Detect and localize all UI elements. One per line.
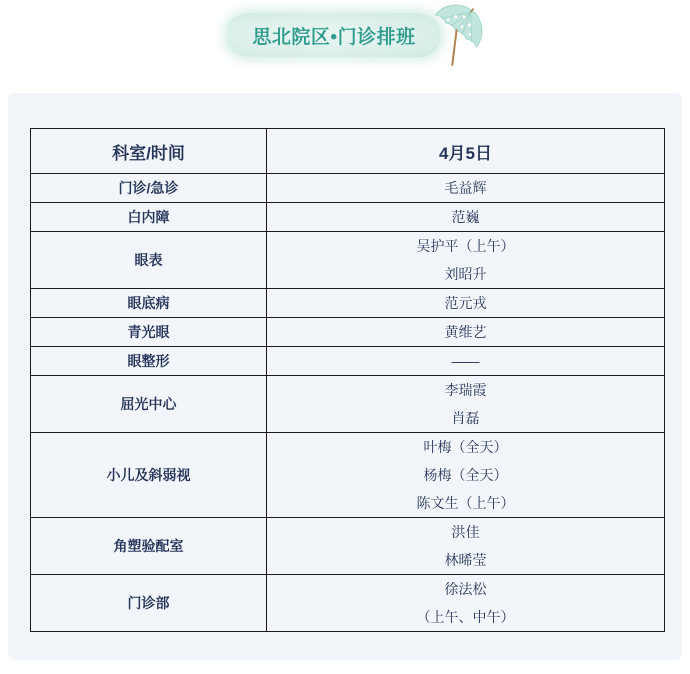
dept-cell: 小儿及斜弱视 <box>31 433 267 518</box>
table-row <box>31 232 665 289</box>
staff-name: 洪佳 <box>451 524 480 540</box>
banner <box>227 10 445 58</box>
dept-cell: 眼表 <box>31 232 267 289</box>
staff-name: （上午、中午） <box>416 609 515 625</box>
table-row <box>31 347 665 376</box>
staff-name: —— <box>451 353 480 369</box>
staff-cell <box>267 174 665 203</box>
staff-cell <box>267 518 665 575</box>
dept-cell: 眼整形 <box>31 347 267 376</box>
table-row <box>31 575 665 632</box>
schedule-table <box>30 128 665 632</box>
dept-cell: 白内障 <box>31 203 267 232</box>
dept-cell: 角塑验配室 <box>31 518 267 575</box>
staff-cell <box>267 318 665 347</box>
table-row <box>31 318 665 347</box>
table-row <box>31 174 665 203</box>
staff-cell <box>267 433 665 518</box>
staff-name: 叶梅（全天） <box>423 439 508 455</box>
dept-cell: 门诊/急诊 <box>31 174 267 203</box>
dept-cell: 眼底病 <box>31 289 267 318</box>
dept-cell: 屈光中心 <box>31 376 267 433</box>
parasol-icon <box>429 2 491 66</box>
staff-cell <box>267 347 665 376</box>
table-header-row <box>31 129 665 174</box>
staff-name: 杨梅（全天） <box>423 467 508 483</box>
staff-name: 肖磊 <box>451 410 480 426</box>
staff-name: 范巍 <box>451 209 480 225</box>
staff-cell <box>267 289 665 318</box>
staff-cell <box>267 376 665 433</box>
staff-name: 刘昭升 <box>444 266 487 282</box>
table-row <box>31 289 665 318</box>
table-row <box>31 203 665 232</box>
table-row <box>31 376 665 433</box>
table-row <box>31 518 665 575</box>
header-date: 4月5日 <box>267 129 665 174</box>
page-title: 思北院区•门诊排班 <box>252 26 416 48</box>
schedule-card <box>8 93 682 660</box>
staff-name: 吴护平（上午） <box>416 238 515 254</box>
table-row <box>31 433 665 518</box>
staff-name: 林晞莹 <box>444 552 487 568</box>
header-dept-time: 科室/时间 <box>31 129 267 174</box>
dept-cell: 门诊部 <box>31 575 267 632</box>
staff-cell <box>267 575 665 632</box>
schedule-body <box>31 174 665 632</box>
dept-cell: 青光眼 <box>31 318 267 347</box>
staff-name: 黄维艺 <box>444 324 487 340</box>
staff-cell <box>267 232 665 289</box>
staff-name: 毛益辉 <box>444 180 487 196</box>
staff-name: 范元戎 <box>444 295 487 311</box>
staff-name: 李瑞霞 <box>444 382 487 398</box>
staff-cell <box>267 203 665 232</box>
staff-name: 徐法松 <box>444 581 487 597</box>
staff-name: 陈文生（上午） <box>416 495 515 511</box>
